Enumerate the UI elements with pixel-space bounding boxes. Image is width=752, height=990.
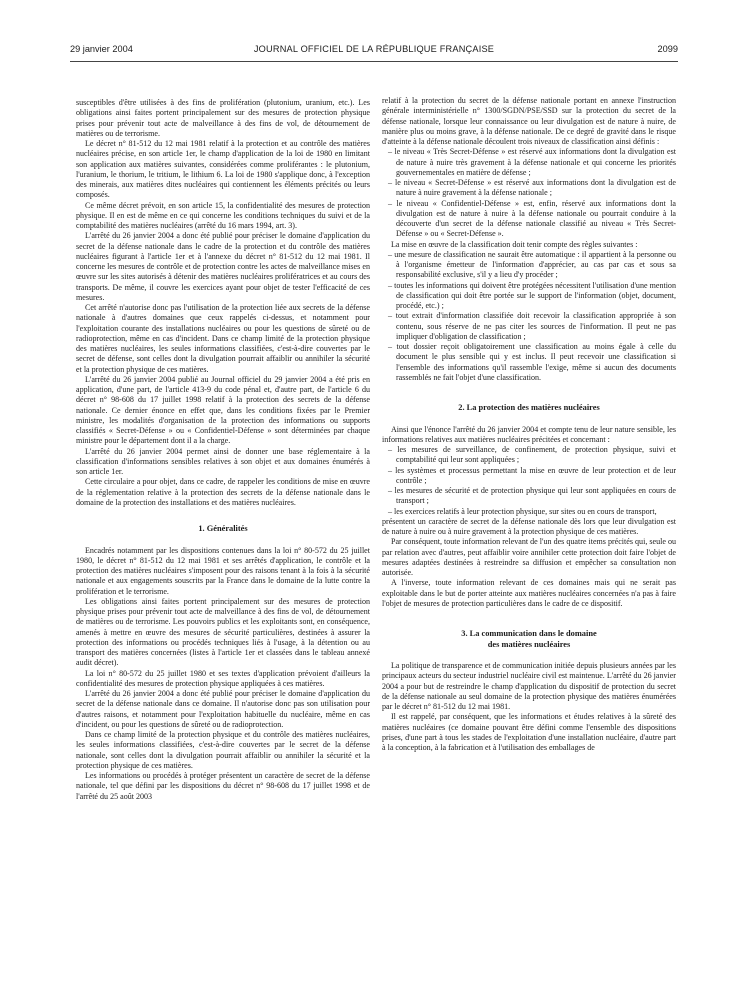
header-date: 29 janvier 2004 [70, 44, 133, 54]
paragraph: La loi n° 80-572 du 25 juillet 1980 et ses textes d'application prévoient d'ailleurs la confidentialité des mesures de protection physique appliquées à ces matières. [76, 668, 370, 688]
left-column [76, 98, 370, 802]
paragraph: Les informations ou procédés à protéger présentent un caractère de secret de la défense nationale, tel que défini par les dispositions du décret n° 98-608 du 17 juillet 1998 et de l'arrêté du 25 août 2003 [76, 771, 370, 801]
list-item: – une mesure de classification ne saurait être automatique : il appartient à la personne ou à l'organisme émetteur de l'information d'apprécier, au cas par cas et sous sa responsabilité exclusive, s'il y a lieu d'y procéder ; [382, 250, 676, 281]
paragraph: Dans ce champ limité de la protection physique et du contrôle des matières nucléaires, les seules informations classifiées, c'est-à-dire couvertes par le secret de la défense nationale, sont celles dont la divulgation pourrait affaiblir ou annihiler la sécurité et la protection physique de ces matières. [76, 730, 370, 770]
paragraph: Les obligations ainsi faites portent principalement sur des mesures de protection physique prises pour prévenir tout acte de malveillance à des fins de vol, de détournement de matières ou de terrorisme. Les pouvoirs publics et les exploitants sont, en conséquence, amenés à mettre en œuvre des mesures de sécurité particulières, destinées à assurer la protection des informations ou procédés techniques liés à l'usage, à la détention ou au transport des matières concernées (listes à l'article 1er et classées dans le tableau annexé audit décret). [76, 596, 370, 668]
list-item: – tout dossier reçoit obligatoirement une classification au moins égale à celle du document le plus sensible qui y est inclus. Il peut recevoir une classification si l'ensemble des informations qu'il rassemble l'exige, même si aucun des documents rassemblés ne fait l'objet d'une classification. [382, 342, 676, 383]
paragraph: Ainsi que l'énonce l'arrêté du 26 janvier 2004 et compte tenu de leur nature sensible, les informations relatives aux matières nucléaires précitées et concernant : [382, 424, 676, 444]
paragraph: Le décret n° 81-512 du 12 mai 1981 relatif à la protection et au contrôle des matières nucléaires précise, en son article 1er, le champ d'application de la loi de 1980 en limitant son application aux matières suivantes, considérées comme proliférantes : le plutonium, l'uranium, le thorium, le tritium, le lithium 6. La loi de 1980 s'applique donc, à l'exception des minerais, aux matières dites nucléaires qui contiennent les éléments précités ou leurs composés. [76, 139, 370, 200]
list-item: – les mesures de surveillance, de confinement, de protection physique, suivi et comptabilité qui leur sont appliquées ; [382, 445, 676, 466]
header-rule [70, 61, 678, 62]
list-item: – le niveau « Très Secret-Défense » est réservé aux informations dont la divulgation est de nature à nuire très gravement à la défense nationale et qui concerne les priorités gouvernementales en matière de défense ; [382, 147, 676, 178]
section-heading-line: des matières nucléaires [487, 639, 571, 649]
list-item: – le niveau « Secret-Défense » est réservé aux informations dont la divulgation est de nature à nuire gravement à la défense nationale ; [382, 178, 676, 199]
section-heading-line: 3. La communication dans le domaine [461, 629, 597, 638]
list-item: – toutes les informations qui doivent être protégées nécessitent l'utilisation d'une mention de classification qui doit être portée sur le support de l'information (objet, document, procédé, etc.) ; [382, 281, 676, 312]
list-item: – les exercices relatifs à leur protection physique, sur sites ou en cours de transport, [382, 507, 676, 517]
paragraph: La mise en œuvre de la classification doit tenir compte des règles suivantes : [391, 239, 638, 249]
list-item: – le niveau « Confidentiel-Défense » est, enfin, réservé aux informations dont la divulgation est de nature à nuire à la défense nationale ou pourrait conduire à la découverte d'un secret de la défense nationale classifié au niveau « Très Secret-Défense » ou « Secret-Défense ». [382, 199, 676, 240]
paragraph: Par conséquent, toute information relevant de l'un des quatre items précités qui, seule ou par relation avec d'autres, peut affaiblir voire annihiler cette protection doit faire l'objet de mesures adaptées destinées à restreindre sa diffusion et empêcher sa consultation non autorisée. [382, 537, 676, 577]
paragraph: L'arrêté du 26 janvier 2004 permet ainsi de donner une base réglementaire à la classification d'informations sensibles relatives à son objet et aux domaines énumérés à son article 1er. [76, 446, 370, 476]
page-header [70, 44, 678, 60]
paragraph: L'arrêté du 26 janvier 2004 a donc été publié pour préciser le domaine d'application du secret de la défense nationale dans ce domaine. Il n'autorise donc pas son utilisation pour d'autres raisons, et notamment pour l'exploitation habituelle du nucléaire, même en cas d'incident, ou pour les questions de sûreté ou de radioprotection. [76, 689, 370, 729]
right-column [382, 96, 676, 753]
classification-levels-list [382, 147, 676, 239]
paragraph: susceptibles d'être utilisées à des fins de prolifération (plutonium, uranium, etc.). Les obligations ainsi faites portent principalement sur des mesures de protection physique prises pour prévenir tout acte de malveillance à des fins de vol, de détournement de matières ou de terrorisme. [76, 98, 370, 138]
paragraph: Encadrés notamment par les dispositions contenues dans la loi n° 80-572 du 25 juillet 1980, le décret n° 81-512 du 12 mai 1981 et ses arrêtés d'application, le contrôle et la protection des matières nucléaires s'imposent pour des raisons tenant à la fois à la sécurité nationale et aux engagements souscrits par la France dans le domaine de la lutte contre la prolifération et le terrorisme. [76, 545, 370, 596]
list-item: – les mesures de sécurité et de protection physique qui leur sont appliquées en cours de transport ; [382, 486, 676, 507]
paragraph: Il est rappelé, par conséquent, que les informations et études relatives à la sûreté des matières nucléaires (ce domaine pouvant être défini comme l'ensemble des dispositions prises, d'une part à tous les stades de l'exploitation d'une installation nucléaire, d'autre part à la conception, à la fabrication et à l'utilisation des emballages de [382, 712, 676, 752]
section-heading: 1. Généralités [198, 524, 248, 533]
paragraph: Ce même décret prévoit, en son article 15, la confidentialité des mesures de protection physique. Il en est de même en ce qui concerne les conditions techniques du suivi et de la comptabilité des matières nucléaires (arrêté du 16 mars 1994, art. 3). [76, 200, 370, 230]
paragraph: L'arrêté du 26 janvier 2004 a donc été publié pour préciser le domaine d'application du secret de la défense nationale dans le cadre de la protection et du contrôle des matières nucléaires figurant à l'article 1er et à l'annexe du décret n° 81-512 du 12 mai 1981. Il concerne les mesures de contrôle et de protection contre les actes de malveillance mises en œuvre sur les sites autorisés à détenir des matières nucléaires prolifératrices et au cours des transports. De même, il couvre les exercices ayant pour objet de tester l'efficacité de ces mesures. [76, 231, 370, 302]
section-heading: 2. La protection des matières nucléaires [458, 403, 600, 412]
paragraph: La politique de transparence et de communication initiée depuis plusieurs années par les principaux acteurs du secteur industriel nucléaire civil est maintenue. L'arrêté du 26 janvier 2004 a pour but de restreindre le champ d'application du dispositif de protection du secret de la défense nationale au seul domaine de la protection physique des matières énumérées par le décret n° 81-512 du 12 mai 1981. [382, 661, 676, 711]
paragraph: Cette circulaire a pour objet, dans ce cadre, de rappeler les conditions de mise en œuvre de la réglementation relative à la protection des secrets de la défense nationale dans le domaine de la protection des installations et des matières nucléaires. [76, 477, 370, 507]
list-item: – tout extrait d'information classifiée doit recevoir la classification appropriée à son contenu, sous réserve de ne pas citer les sources de l'information. Il peut ne pas impliquer d'obligation de classification ; [382, 311, 676, 342]
paragraph: A l'inverse, toute information relevant de ces domaines mais qui ne serait pas exploitable dans le but de porter atteinte aux matières nucléaires concernées n'a pas à faire l'objet de mesures de protection particulières dans le cadre de ce dispositif. [382, 578, 676, 608]
paragraph: Cet arrêté n'autorise donc pas l'utilisation de la protection liée aux secrets de la défense nationale à d'autres domaines que ceux rappelés ci-dessus, et notamment pour l'exploitation courante des installations nucléaires ou pour les questions de sûreté ou de radioprotection, même en cas d'incident. Dans ce champ limité de la protection physique des matières nucléaires, les seules informations classifiées, c'est-à-dire couvertes par le secret de défense, sont celles dont la divulgation pourrait affaiblir ou annihiler la sécurité et la protection physique de ces matières. [76, 303, 370, 374]
paragraph: relatif à la protection du secret de la défense nationale portant en annexe l'instruction générale interministérielle n° 1300/SGDN/PSE/SSD sur la protection du secret de la défense nationale, lorsque leur connaissance ou leur divulgation est de nature à nuire, de manière plus ou moins grave, à la défense nationale. De ce degré de gravité dans le risque d'atteinte à la défense nationale découlent trois niveaux de classification ainsi définis : [382, 96, 676, 146]
paragraph: L'arrêté du 26 janvier 2004 publié au Journal officiel du 29 janvier 2004 a été pris en application, d'une part, de l'article 413-9 du code pénal et, d'autre part, de l'article 6 du décret n° 98-608 du 17 juillet 1998 relatif à la protection des secrets de la défense nationale. Ce dernier énonce en effet que, dans les conditions fixées par le Premier ministre, les modalités d'organisation de la protection des informations ou supports classifiés « Secret-Défense » ou « Confidentiel-Défense » sont déterminées par chaque ministre pour le département dont il a la charge. [76, 374, 370, 446]
paragraph: présentent un caractère de secret de la défense nationale dès lors que leur divulgation est de nature à nuire ou à nuire gravement à la protection physique de ces matières. [382, 516, 676, 536]
classification-rules-list [382, 250, 676, 383]
journal-title: JOURNAL OFFICIEL DE LA RÉPUBLIQUE FRANÇAISE [253, 44, 495, 54]
protected-information-list [382, 445, 676, 517]
list-item: – les systèmes et processus permettant la mise en œuvre de leur protection et de leur contrôle ; [382, 466, 676, 487]
page-number: 2099 [657, 44, 678, 54]
section-heading [382, 629, 676, 650]
